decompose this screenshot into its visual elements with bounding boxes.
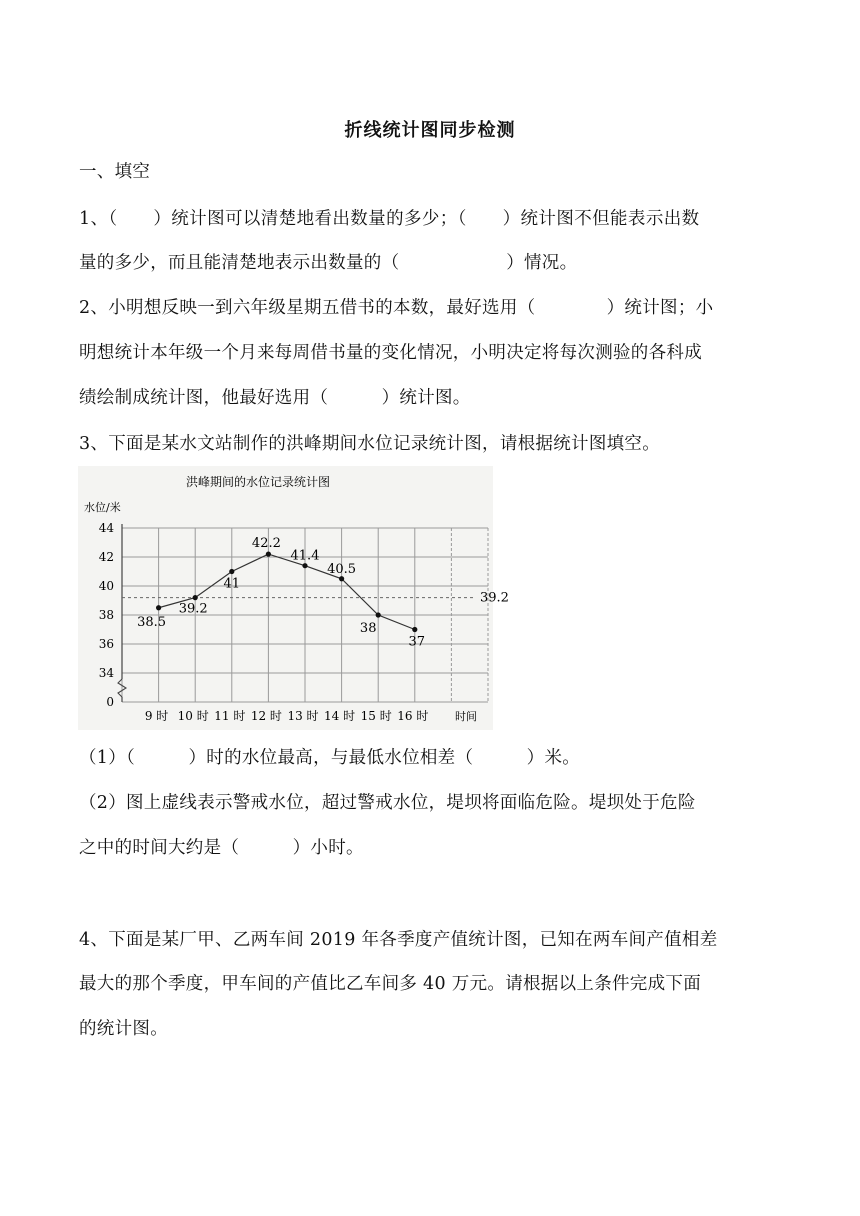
chart-series-line xyxy=(159,554,415,629)
chart-data-label: 41.4 xyxy=(290,548,320,564)
question-3-sub-2-line-2: 之中的时间大约是（ ）小时。 xyxy=(79,838,364,858)
chart-x-tick-label: 10 时 xyxy=(177,709,209,723)
chart-y-tick-label: 0 xyxy=(106,695,114,709)
chart-y-tick-label: 42 xyxy=(98,550,114,564)
question-2-line-2: 明想统计本年级一个月来每周借书量的变化情况，小明决定将每次测验的各科成 xyxy=(79,343,702,363)
chart-data-label: 38 xyxy=(359,621,377,636)
chart-data-point xyxy=(339,576,344,581)
chart-x-tick-label: 9 时 xyxy=(144,709,169,723)
question-1-line-1: 1、（ ）统计图可以清楚地看出数量的多少；（ ）统计图不但能表示出数 xyxy=(79,209,700,229)
page-title: 折线统计图同步检测 xyxy=(344,120,516,141)
chart-y-tick-label: 36 xyxy=(98,637,114,651)
water-level-chart xyxy=(78,466,509,730)
chart-y-tick-label: 38 xyxy=(98,608,114,622)
chart-x-tick-label: 14 时 xyxy=(324,709,356,723)
question-4-line-1: 4、下面是某厂甲、乙两车间 2019 年各季度产值统计图，已知在两车间产值相差 xyxy=(79,930,718,950)
chart-data-point xyxy=(412,627,417,632)
chart-y-tick-label: 44 xyxy=(98,521,114,535)
chart-data-label: 39.2 xyxy=(178,601,208,617)
chart-x-tick-label: 13 时 xyxy=(287,709,319,723)
question-1-line-2: 量的多少，而且能清楚地表示出数量的（ ）情况。 xyxy=(79,253,578,273)
question-2-line-1: 2、小明想反映一到六年级星期五借书的本数，最好选用（ ）统计图；小 xyxy=(79,298,714,318)
chart-title: 洪峰期间的水位记录统计图 xyxy=(185,475,331,489)
chart-data-label: 38.5 xyxy=(137,614,167,630)
question-3-sub-2-line-1: （2）图上虚线表示警戒水位，超过警戒水位，堤坝将面临危险。堤坝处于危险 xyxy=(79,793,696,813)
chart-data-point xyxy=(376,612,381,617)
chart-y-tick-label: 40 xyxy=(98,579,114,593)
question-3-line-1: 3、下面是某水文站制作的洪峰期间水位记录统计图，请根据统计图填空。 xyxy=(79,434,661,454)
chart-x-tick-label: 11 时 xyxy=(214,709,246,723)
chart-y-tick-label: 34 xyxy=(98,666,114,680)
chart-data-point xyxy=(193,595,198,600)
chart-data-label: 40.5 xyxy=(327,561,357,577)
chart-x-tick-label: 15 时 xyxy=(360,709,392,723)
chart-x-axis-label: 时间 xyxy=(455,710,477,723)
question-2-line-3: 绩绘制成统计图，他最好选用（ ）统计图。 xyxy=(79,388,471,408)
chart-data-point xyxy=(266,552,271,557)
question-4-line-2: 最大的那个季度，甲车间的产值比乙车间多 40 万元。请根据以上条件完成下面 xyxy=(79,974,701,994)
chart-y-axis-label: 水位/米 xyxy=(84,501,121,514)
chart-x-tick-label: 12 时 xyxy=(250,709,282,723)
question-4-line-3: 的统计图。 xyxy=(79,1019,168,1039)
chart-warning-line-label: 39.2 xyxy=(480,590,509,606)
chart-data-point xyxy=(302,563,307,568)
chart-data-point xyxy=(229,569,234,574)
question-3-sub-1: （1）（ ）时的水位最高，与最低水位相差（ ）米。 xyxy=(79,748,581,768)
water-level-chart-svg xyxy=(78,466,509,730)
chart-data-label: 41 xyxy=(223,576,241,592)
chart-data-point xyxy=(156,605,161,610)
section-heading: 一、填空 xyxy=(79,162,151,182)
chart-data-label: 37 xyxy=(408,634,426,650)
chart-data-label: 42.2 xyxy=(251,536,281,552)
chart-x-tick-label: 16 时 xyxy=(397,709,429,723)
